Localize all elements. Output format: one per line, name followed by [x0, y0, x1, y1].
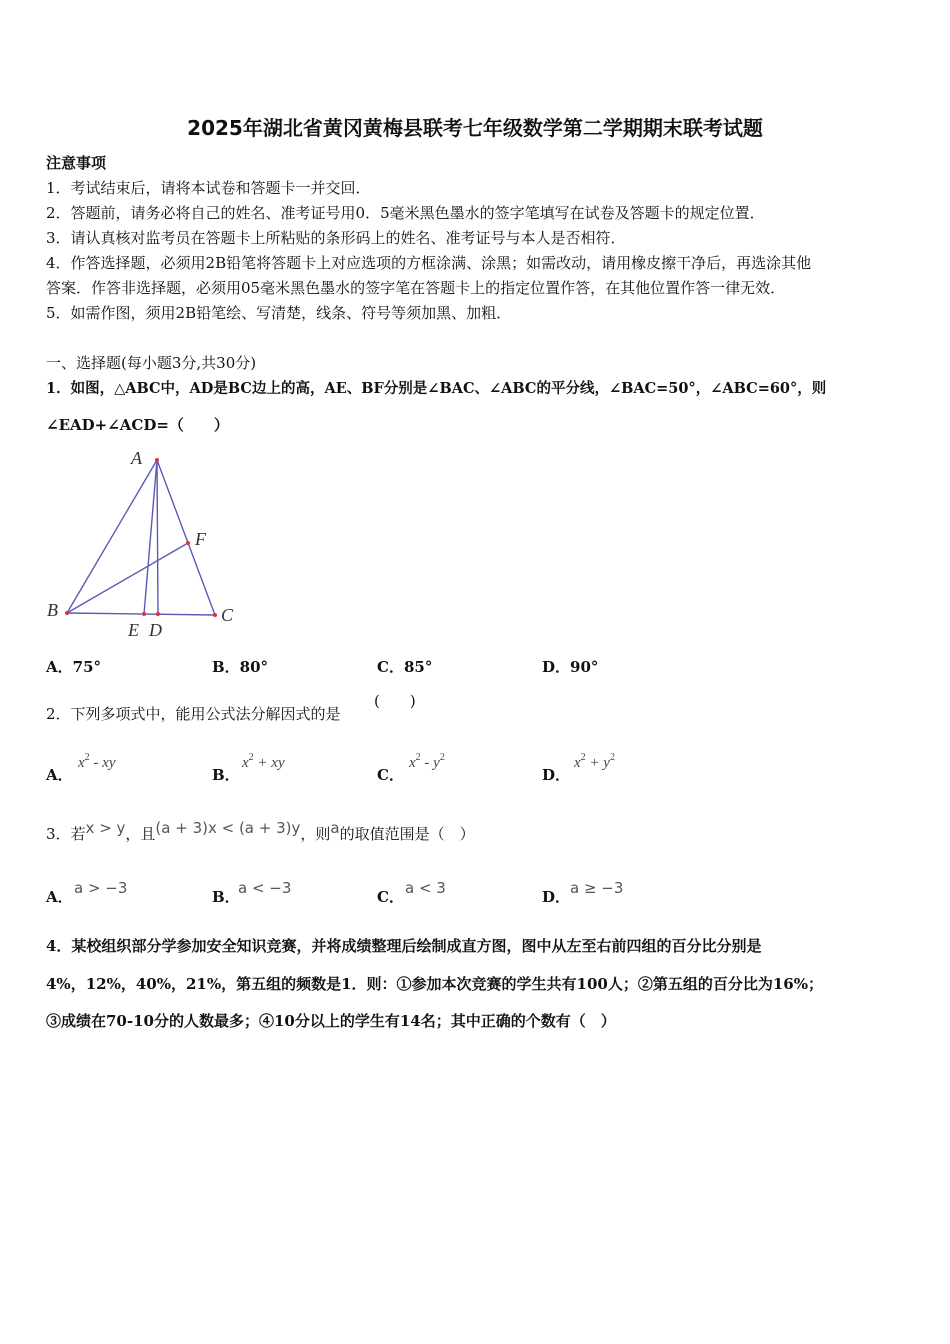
q3-option-c[interactable] [377, 886, 404, 907]
point-d [156, 612, 160, 616]
label-a: A [131, 448, 142, 468]
note-line: 1．考试结束后，请将本试卷和答题卡一并交回． [46, 179, 371, 197]
q3-option-b[interactable] [212, 886, 240, 907]
q2-option-a[interactable] [46, 764, 73, 785]
q4-stem-line3: ③成绩在70-10分的人数最多；④10分以上的学生有14名；其中正确的个数有（ ） [46, 1012, 616, 1030]
option-label: D． [542, 888, 571, 906]
q1-stem-line2: ∠EAD+∠ACD=（ ） [46, 416, 229, 434]
q2-option-c[interactable] [377, 764, 404, 785]
q1-option-a[interactable]: A．75° [46, 658, 102, 676]
label-f: F [195, 529, 206, 549]
option-label: A． [46, 888, 73, 906]
page-title: 2025年湖北省黄冈黄梅县联考七年级数学第二学期期末联考试题 [187, 116, 763, 140]
q3-expr-c: a < 3 [405, 879, 446, 897]
point-f [186, 541, 190, 545]
q1-stem-line1: 1．如图，△ABC中，AD是BC边上的高，AE、BF分别是∠BAC、∠ABC的平分线，∠BAC=50°，∠ABC=60°，则 [46, 380, 827, 397]
point-a [155, 458, 159, 462]
bisector-ae [144, 460, 157, 614]
point-e [142, 612, 146, 616]
option-label: D． [542, 766, 571, 784]
q2-expr-c: $x^2 - y^2$ [409, 752, 445, 771]
q3-stem: 3．若x > y，且(a + 3)x < (a + 3)y，则a的取值范围是（ ） [46, 819, 475, 843]
note-line: 2．答题前，请务必将自己的姓名、准考证号用0．5毫米黑色墨水的签字笔填写在试卷及答题卡的规定位置． [46, 204, 765, 222]
section-heading: 一、选择题(每小题3分,共30分) [46, 354, 257, 372]
point-b [65, 611, 69, 615]
note-line: 4．作答选择题，必须用2B铅笔将答题卡上对应选项的方框涂满、涂黑；如需改动，请用橡皮擦干净后，再选涂其他 [46, 254, 812, 272]
bisector-bf [67, 543, 188, 613]
q3-expr-b: a < −3 [238, 879, 292, 897]
side-bc [67, 613, 215, 615]
altitude-ad [157, 460, 158, 614]
q3-option-d[interactable] [542, 886, 570, 907]
q4-stem-line1: 4．某校组织部分学参加安全知识竞赛，并将成绩整理后绘制成直方图，图中从左至右前四组的百分比分别是 [46, 937, 762, 955]
option-label: A． [46, 766, 73, 784]
q1-option-c[interactable]: C．85° [377, 658, 433, 676]
q2-paren: ( ) [374, 692, 416, 710]
q3-expr-d: a ≥ −3 [570, 879, 624, 897]
triangle-figure [40, 440, 250, 645]
q2-option-b[interactable] [212, 764, 240, 785]
side-ab [67, 460, 157, 613]
point-c [213, 613, 217, 617]
label-d: D [149, 620, 162, 640]
q1-option-d[interactable]: D．90° [542, 658, 599, 676]
label-e: E [128, 620, 139, 640]
q4-stem-line2: 4%，12%，40%，21%，第五组的频数是1．则：①参加本次竞赛的学生共有100人；②第五组的百分比为16%； [46, 975, 823, 993]
label-c: C [221, 605, 234, 625]
option-label: B． [212, 888, 240, 906]
note-line: 3．请认真核对监考员在答题卡上所粘贴的条形码上的姓名、准考证号与本人是否相符． [46, 229, 626, 247]
q2-expr-a: $x^2$ - xy [78, 752, 116, 771]
note-line: 答案．作答非选择题，必须用05毫米黑色墨水的签字笔在答题卡上的指定位置作答，在其他位置作答一律无效． [46, 279, 786, 297]
option-label: B． [212, 766, 240, 784]
option-label: C． [377, 766, 404, 784]
option-label: C． [377, 888, 404, 906]
q2-expr-b: $x^2$ + xy [242, 752, 285, 771]
label-b: B [47, 600, 58, 620]
q3-expr-a: a > −3 [74, 879, 128, 897]
note-line: 5．如需作图，须用2B铅笔绘、写清楚，线条、符号等须加黑、加粗． [46, 304, 512, 322]
q2-stem: 2．下列多项式中，能用公式法分解因式的是 [46, 705, 341, 723]
q1-option-b[interactable]: B．80° [212, 658, 269, 676]
side-ac [157, 460, 215, 615]
notes-heading: 注意事项 [46, 154, 107, 172]
q2-expr-d: $x^2 + y^2$ [574, 752, 615, 771]
q3-option-a[interactable] [46, 886, 73, 907]
q2-option-d[interactable] [542, 764, 570, 785]
